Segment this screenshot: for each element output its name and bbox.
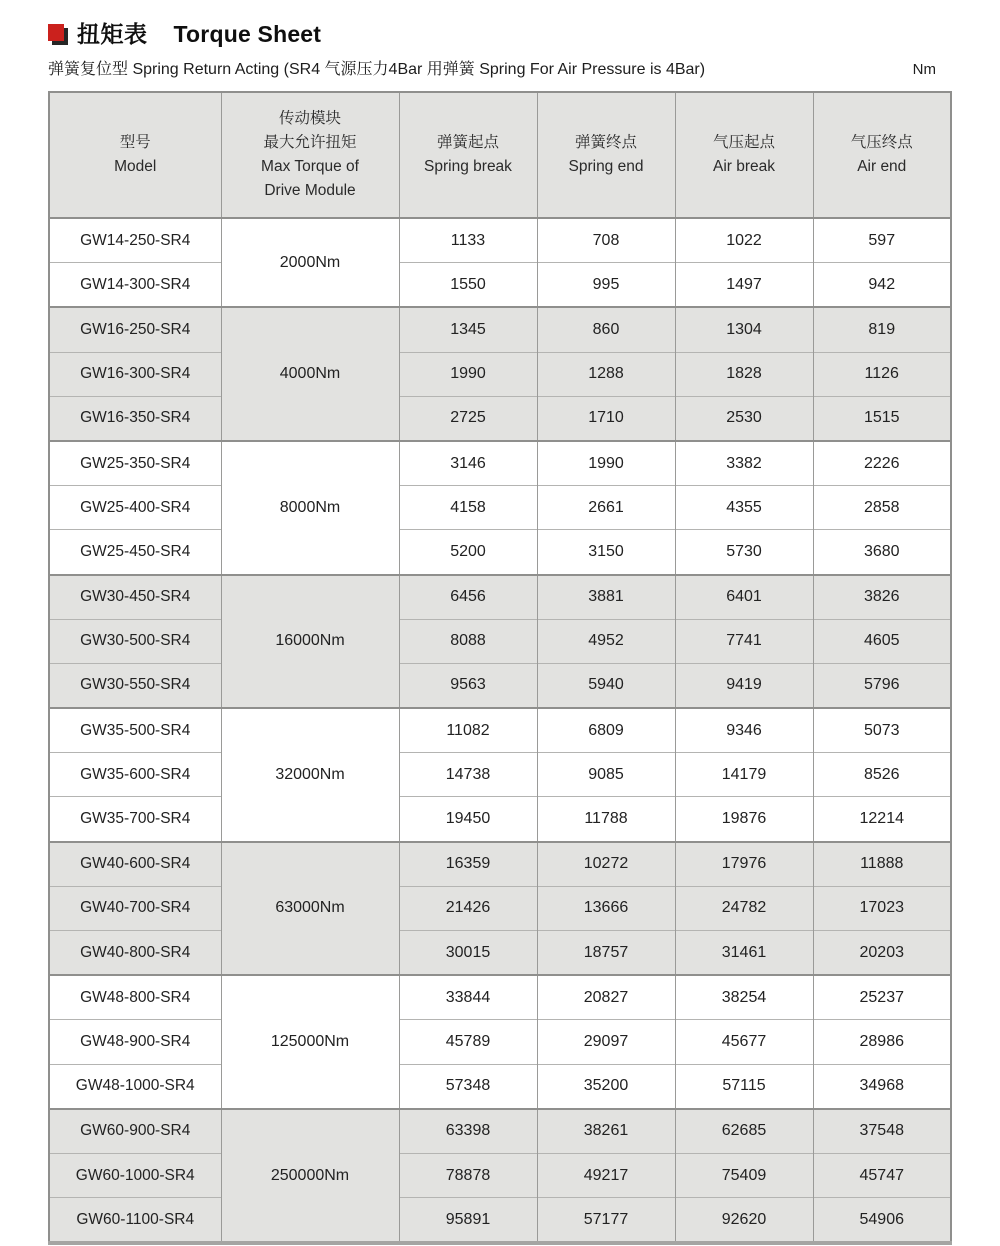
spring-break-cell: 78878 — [399, 1153, 537, 1197]
model-cell: GW35-500-SR4 — [49, 708, 221, 753]
table-row — [49, 1153, 951, 1197]
table-row — [49, 396, 951, 441]
model-cell: GW30-550-SR4 — [49, 663, 221, 708]
air-break-cell: 5730 — [675, 530, 813, 575]
air-break-cell: 14179 — [675, 753, 813, 797]
air-break-cell: 75409 — [675, 1153, 813, 1197]
spring-end-cell: 3150 — [537, 530, 675, 575]
spring-end-cell: 1710 — [537, 396, 675, 441]
max-torque-cell: 125000Nm — [221, 975, 399, 1109]
model-cell: GW25-400-SR4 — [49, 486, 221, 530]
table-row — [49, 575, 951, 620]
model-cell: GW30-450-SR4 — [49, 575, 221, 620]
spring-break-cell: 9563 — [399, 663, 537, 708]
spring-break-cell: 19450 — [399, 797, 537, 842]
table-row — [49, 842, 951, 887]
spring-end-cell: 11788 — [537, 797, 675, 842]
air-break-cell: 24782 — [675, 886, 813, 930]
header-row — [49, 92, 951, 218]
air-end-cell: 5796 — [813, 663, 951, 708]
air-break-cell: 7741 — [675, 619, 813, 663]
air-end-cell: 4605 — [813, 619, 951, 663]
spring-end-cell: 2661 — [537, 486, 675, 530]
spring-break-cell: 1345 — [399, 307, 537, 352]
spring-end-cell: 20827 — [537, 975, 675, 1020]
spring-end-cell: 10272 — [537, 842, 675, 887]
spring-break-cell: 57348 — [399, 1064, 537, 1109]
air-end-cell: 34968 — [813, 1064, 951, 1109]
model-cell: GW48-800-SR4 — [49, 975, 221, 1020]
spring-end-cell: 6809 — [537, 708, 675, 753]
model-cell: GW48-900-SR4 — [49, 1020, 221, 1064]
spring-break-cell: 4158 — [399, 486, 537, 530]
table-row — [49, 1109, 951, 1154]
model-cell: GW35-700-SR4 — [49, 797, 221, 842]
spring-end-cell: 38261 — [537, 1109, 675, 1154]
air-end-cell: 37548 — [813, 1109, 951, 1154]
spring-end-cell: 13666 — [537, 886, 675, 930]
spring-break-cell: 63398 — [399, 1109, 537, 1154]
model-cell: GW14-250-SR4 — [49, 218, 221, 263]
model-cell: GW48-1000-SR4 — [49, 1064, 221, 1109]
table-row — [49, 753, 951, 797]
air-break-cell: 3382 — [675, 441, 813, 486]
spring-end-cell: 4952 — [537, 619, 675, 663]
table-row — [49, 708, 951, 753]
air-end-cell: 17023 — [813, 886, 951, 930]
spring-end-cell: 49217 — [537, 1153, 675, 1197]
model-cell: GW40-600-SR4 — [49, 842, 221, 887]
table-row — [49, 1064, 951, 1109]
content-area — [48, 0, 952, 1245]
air-break-cell: 9419 — [675, 663, 813, 708]
column-header-model: 型号 Model — [49, 92, 221, 218]
table-row — [49, 441, 951, 486]
air-break-cell: 57115 — [675, 1064, 813, 1109]
air-end-cell: 8526 — [813, 753, 951, 797]
air-break-cell: 2530 — [675, 396, 813, 441]
column-header-spring-end: 弹簧终点 Spring end — [537, 92, 675, 218]
air-break-cell: 1304 — [675, 307, 813, 352]
table-row — [49, 1198, 951, 1244]
table-row — [49, 486, 951, 530]
torque-table — [48, 91, 952, 1245]
unit-label: Nm — [912, 61, 936, 78]
column-header-spring-break: 弹簧起点 Spring break — [399, 92, 537, 218]
spring-break-cell: 16359 — [399, 842, 537, 887]
table-row — [49, 1020, 951, 1064]
table-row — [49, 886, 951, 930]
spring-end-cell: 35200 — [537, 1064, 675, 1109]
air-break-cell: 31461 — [675, 931, 813, 976]
air-end-cell: 2226 — [813, 441, 951, 486]
subtitle-row — [48, 56, 952, 79]
model-cell: GW25-450-SR4 — [49, 530, 221, 575]
air-end-cell: 1515 — [813, 396, 951, 441]
max-torque-cell: 2000Nm — [221, 218, 399, 307]
spring-break-cell: 21426 — [399, 886, 537, 930]
air-break-cell: 62685 — [675, 1109, 813, 1154]
spring-break-cell: 1133 — [399, 218, 537, 263]
spring-break-cell: 5200 — [399, 530, 537, 575]
air-end-cell: 3826 — [813, 575, 951, 620]
page-title-zh: 扭矩表 — [77, 20, 148, 47]
spring-end-cell: 1990 — [537, 441, 675, 486]
page-title-en: Torque Sheet — [173, 20, 322, 47]
table-row — [49, 975, 951, 1020]
max-torque-cell: 16000Nm — [221, 575, 399, 709]
model-cell: GW16-350-SR4 — [49, 396, 221, 441]
spring-break-cell: 6456 — [399, 575, 537, 620]
table-row — [49, 530, 951, 575]
column-header-max-torque: 传动模块 最大允许扭矩 Max Torque of Drive Module — [221, 92, 399, 218]
max-torque-cell: 4000Nm — [221, 307, 399, 441]
air-break-cell: 1022 — [675, 218, 813, 263]
spring-break-cell: 95891 — [399, 1198, 537, 1244]
air-break-cell: 38254 — [675, 975, 813, 1020]
air-break-cell: 92620 — [675, 1198, 813, 1244]
spring-break-cell: 3146 — [399, 441, 537, 486]
table-row — [49, 307, 951, 352]
spring-end-cell: 1288 — [537, 352, 675, 396]
model-cell: GW14-300-SR4 — [49, 263, 221, 308]
spring-break-cell: 11082 — [399, 708, 537, 753]
air-end-cell: 54906 — [813, 1198, 951, 1244]
table-body — [49, 218, 951, 1243]
air-break-cell: 19876 — [675, 797, 813, 842]
model-cell: GW60-1100-SR4 — [49, 1198, 221, 1244]
model-cell: GW30-500-SR4 — [49, 619, 221, 663]
table-row — [49, 663, 951, 708]
model-cell: GW16-300-SR4 — [49, 352, 221, 396]
spring-end-cell: 9085 — [537, 753, 675, 797]
air-end-cell: 597 — [813, 218, 951, 263]
page-title — [77, 16, 321, 49]
air-end-cell: 942 — [813, 263, 951, 308]
air-end-cell: 2858 — [813, 486, 951, 530]
spring-end-cell: 5940 — [537, 663, 675, 708]
spring-end-cell: 708 — [537, 218, 675, 263]
air-end-cell: 11888 — [813, 842, 951, 887]
spring-break-cell: 14738 — [399, 753, 537, 797]
spring-end-cell: 3881 — [537, 575, 675, 620]
table-row — [49, 352, 951, 396]
model-cell: GW35-600-SR4 — [49, 753, 221, 797]
model-cell: GW40-800-SR4 — [49, 931, 221, 976]
air-end-cell: 5073 — [813, 708, 951, 753]
model-cell: GW16-250-SR4 — [49, 307, 221, 352]
table-row — [49, 218, 951, 263]
spring-end-cell: 57177 — [537, 1198, 675, 1244]
air-break-cell: 45677 — [675, 1020, 813, 1064]
air-end-cell: 3680 — [813, 530, 951, 575]
max-torque-cell: 250000Nm — [221, 1109, 399, 1244]
max-torque-cell: 63000Nm — [221, 842, 399, 976]
spring-break-cell: 1550 — [399, 263, 537, 308]
air-end-cell: 45747 — [813, 1153, 951, 1197]
max-torque-cell: 8000Nm — [221, 441, 399, 575]
column-header-air-break: 气压起点 Air break — [675, 92, 813, 218]
model-cell: GW60-1000-SR4 — [49, 1153, 221, 1197]
air-end-cell: 819 — [813, 307, 951, 352]
table-header — [49, 92, 951, 218]
air-end-cell: 12214 — [813, 797, 951, 842]
spring-end-cell: 18757 — [537, 931, 675, 976]
table-row — [49, 263, 951, 308]
air-break-cell: 4355 — [675, 486, 813, 530]
air-end-cell: 28986 — [813, 1020, 951, 1064]
spring-break-cell: 1990 — [399, 352, 537, 396]
table-row — [49, 619, 951, 663]
air-break-cell: 9346 — [675, 708, 813, 753]
page-header — [48, 17, 952, 47]
spring-break-cell: 45789 — [399, 1020, 537, 1064]
subtitle-text: 弹簧复位型 Spring Return Acting (SR4 气源压力4Bar 用弹簧 Spring For Air Pressure is 4Bar) — [48, 61, 706, 78]
air-end-cell: 1126 — [813, 352, 951, 396]
spring-end-cell: 995 — [537, 263, 675, 308]
spring-break-cell: 33844 — [399, 975, 537, 1020]
air-break-cell: 1828 — [675, 352, 813, 396]
model-cell: GW25-350-SR4 — [49, 441, 221, 486]
spring-break-cell: 30015 — [399, 931, 537, 976]
table-row — [49, 797, 951, 842]
spring-end-cell: 860 — [537, 307, 675, 352]
red-square-bullet-icon — [48, 24, 64, 41]
column-header-air-end: 气压终点 Air end — [813, 92, 951, 218]
table-row — [49, 931, 951, 976]
max-torque-cell: 32000Nm — [221, 708, 399, 842]
spring-break-cell: 2725 — [399, 396, 537, 441]
air-end-cell: 25237 — [813, 975, 951, 1020]
air-break-cell: 6401 — [675, 575, 813, 620]
model-cell: GW60-900-SR4 — [49, 1109, 221, 1154]
spring-end-cell: 29097 — [537, 1020, 675, 1064]
model-cell: GW40-700-SR4 — [49, 886, 221, 930]
air-break-cell: 1497 — [675, 263, 813, 308]
air-end-cell: 20203 — [813, 931, 951, 976]
spring-break-cell: 8088 — [399, 619, 537, 663]
air-break-cell: 17976 — [675, 842, 813, 887]
